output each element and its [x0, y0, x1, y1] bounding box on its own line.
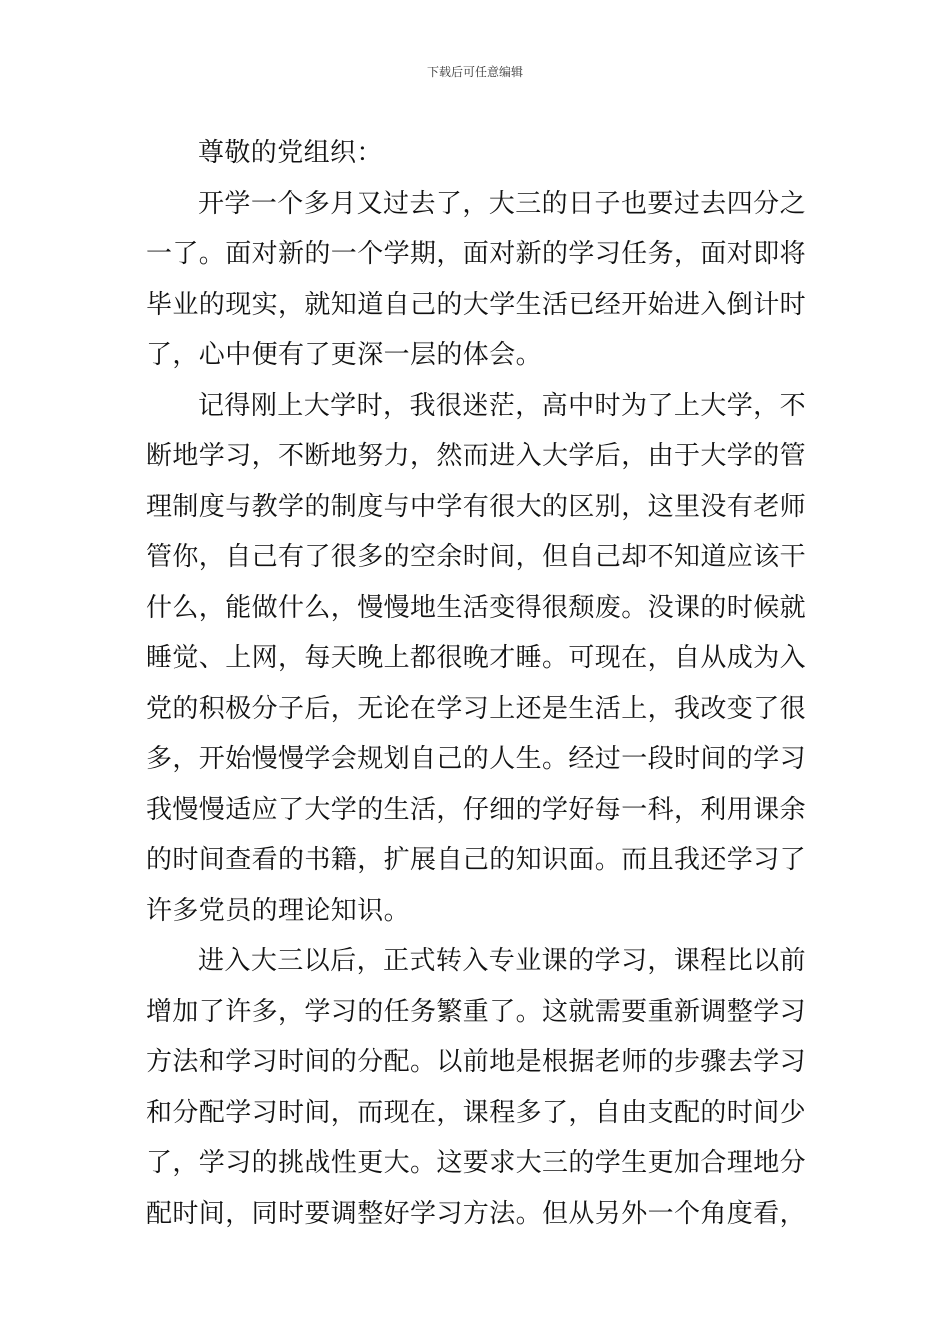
paragraph-1: 开学一个多月又过去了，大三的日子也要过去四分之一了。面对新的一个学期，面对新的学习任务，面对即将毕业的现实，就知道自己的大学生活已经开始进入倒计时了，心中便有了更深一层的体会。: [146, 188, 807, 370]
salutation: 尊敬的党组织：: [198, 138, 383, 168]
paragraph-2: 记得刚上大学时，我很迷茫，高中时为了上大学，不断地学习，不断地努力，然而进入大学后，由于大学的管理制度与教学的制度与中学有很大的区别，这里没有老师管你，自己有了很多的空余时间，但自己却不知道应该干什么，能做什么，慢慢地生活变得很颓废。没课的时候就睡觉、上网，每天晚上都很晚才睡。可现在，自从成为入党的积极分子后，无论在学习上还是生活上，我改变了很多，开始慢慢学会规划自己的人生。经过一段时间的学习我慢慢适应了大学的生活，仔细的学好每一科，利用课余的时间查看的书籍，扩展自己的知识面。而且我还学习了许多党员的理论知识。: [146, 390, 807, 926]
page-header-note: 下载后可任意编辑: [426, 65, 523, 79]
paragraph-3: 进入大三以后，正式转入专业课的学习，课程比以前增加了许多，学习的任务繁重了。这就需要重新调整学习方法和学习时间的分配。以前地是根据老师的步骤去学习和分配学习时间，而现在，课程多了，自由支配的时间少了，学习的挑战性更大。这要求大三的学生更加合理地分配时间，同时要调整好学习方法。但从另外一个角度看，: [146, 946, 807, 1229]
document-body: [146, 128, 806, 1239]
